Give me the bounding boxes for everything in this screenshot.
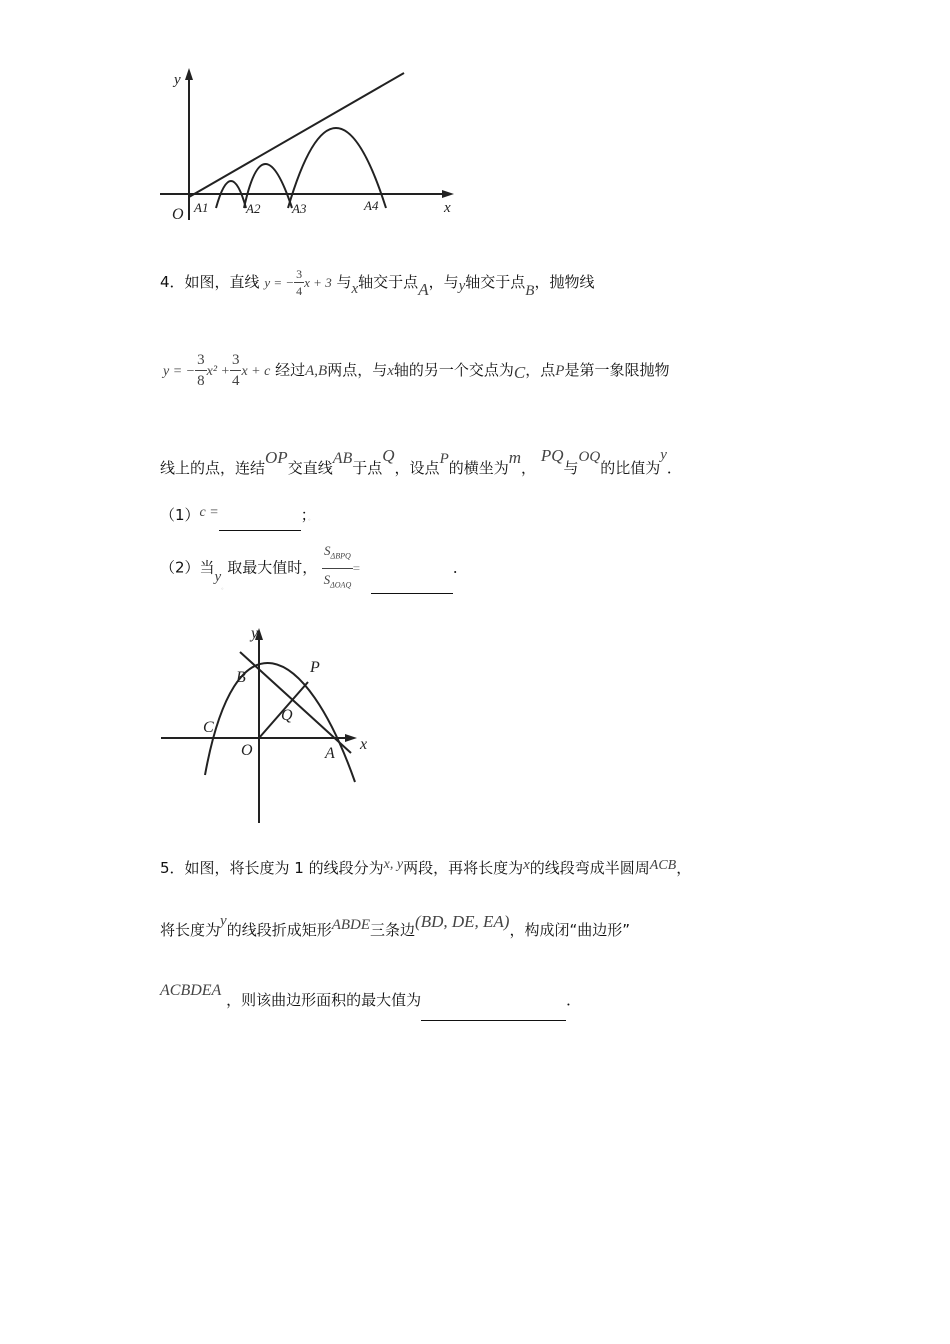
rect-abde: ABDE (331, 917, 371, 933)
parabola-rhs: x + c (241, 364, 271, 379)
q4-number: 4．如图，直线 (160, 273, 260, 291)
text: 是第一象限抛物 (564, 361, 670, 379)
segment-op: OP (265, 448, 288, 467)
text: ，点 (525, 361, 556, 379)
fig2-label-c: C (203, 719, 214, 736)
text: 取最大值时， (227, 558, 318, 577)
text: 的线段弯成半圆周 (529, 859, 650, 877)
fig1-x-label: x (444, 200, 451, 216)
figure-2 (155, 620, 395, 835)
line-eq-lhs: y = − (264, 275, 295, 290)
points-ab: A,B (305, 363, 328, 379)
fig2-label-q: Q (281, 707, 293, 724)
fig1-point-a1: A1 (194, 200, 209, 215)
shape-acbdea: ACBDEA (160, 982, 222, 999)
line-eq-den: 4 (296, 284, 303, 298)
q5-line-1 (160, 852, 691, 884)
q4-line-2 (163, 345, 669, 395)
text: ． (666, 459, 682, 477)
text: 将长度为 (160, 921, 221, 939)
fig2-label-o: O (241, 742, 253, 759)
text: 轴的另一个交点为 (393, 361, 514, 379)
expr-c: c = (199, 505, 219, 520)
var-y: y (214, 568, 222, 585)
sides: (BD, DE, EA) (415, 912, 510, 931)
fig1-y-label: y (174, 72, 181, 88)
point-p: P (555, 363, 565, 379)
parabola-den-1: 8 (197, 373, 205, 389)
equals: = (352, 560, 361, 576)
fig1-origin: O (172, 206, 184, 223)
var-y: y (458, 278, 466, 294)
parabola-lhs: y = − (163, 364, 196, 379)
text: 的横坐为 (448, 459, 509, 477)
text: ， (676, 859, 692, 877)
text: 与 (563, 459, 579, 477)
text: ，则该曲边形面积的最大值为 (226, 991, 422, 1009)
fig2-y-label: y (251, 625, 259, 642)
point-b: B (525, 283, 535, 299)
text: 三条边 (370, 921, 416, 939)
fig1-point-a2: A2 (246, 201, 261, 216)
fig1-point-a3: A3 (292, 201, 307, 216)
frac-num: S (324, 543, 331, 558)
q4-line-3 (160, 448, 682, 488)
parabola-mid: x² + (206, 364, 230, 379)
q5-line-2 (160, 910, 630, 950)
text: ． (452, 558, 468, 577)
figure-1 (150, 60, 470, 230)
arc-acb: ACB (649, 858, 677, 873)
frac-den-sub: ΔOAQ (330, 580, 352, 590)
var-m: m (508, 448, 522, 467)
text: 经过 (275, 361, 306, 379)
q4-line-1 (160, 262, 594, 302)
text: 5．如图，将长度为 1 的线段分为 (160, 859, 384, 877)
vars-xy: x, y (383, 857, 404, 872)
point-p: P (439, 451, 449, 467)
answer-blank-1[interactable] (219, 500, 301, 531)
fig2-label-p: P (310, 659, 320, 676)
text: 于点 (352, 459, 383, 477)
fig2-label-b: B (236, 669, 246, 686)
text: ． (566, 991, 582, 1009)
text: ，构成闭“曲边形” (509, 921, 631, 939)
fig1-point-a4: A4 (364, 198, 379, 213)
point-a: A (418, 280, 429, 299)
fig2-label-a: A (325, 745, 335, 762)
point-q: Q (382, 446, 395, 465)
frac-den: S (323, 571, 331, 587)
text: 线上的点，连结 (160, 459, 266, 477)
text: ； (300, 506, 309, 524)
text: 轴交于点 (465, 273, 526, 291)
text: ，抛物线 (534, 273, 595, 291)
var-x: x (387, 363, 394, 379)
fig2-x-label: x (360, 736, 368, 753)
segment-pq: PQ (540, 446, 564, 465)
text: 轴交于点 (358, 273, 419, 291)
answer-blank-3[interactable] (421, 980, 566, 1021)
line-ab: AB (332, 450, 353, 467)
line-eq-num: 3 (296, 267, 303, 281)
q4-sub-2: （2）当$y_。$取最大值时， $\frac{S_{\Delta BPQ}}{S_{\Delta OAQ}}$ = ． (160, 540, 468, 590)
text: 两段，再将长度为 (403, 859, 524, 877)
sub-label: （2）当 (160, 558, 215, 577)
segment-oq: OQ (578, 449, 601, 465)
q4-sub-1: （1）c = ；。 (160, 500, 314, 530)
point-c: C (513, 363, 526, 382)
var-x: x (351, 281, 359, 297)
frac-num-sub: ΔBPQ (330, 551, 351, 561)
var-y: y (660, 447, 667, 463)
answer-blank-2[interactable] (371, 543, 453, 594)
parabola-num-2: 3 (230, 350, 242, 371)
var-y: y (220, 913, 227, 929)
text: ，设点 (394, 459, 440, 477)
text: ， (521, 459, 537, 477)
text: 与 (336, 273, 352, 291)
parabola-den-2: 4 (231, 373, 240, 389)
q5-line-3 (160, 980, 581, 1020)
text: 的线段折成矩形 (226, 921, 332, 939)
sub-label: （1） (160, 506, 200, 524)
parabola-num-1: 3 (195, 350, 207, 371)
text: ，与 (428, 273, 459, 291)
text: 的比值为 (600, 459, 661, 477)
var-x: x (523, 857, 530, 873)
text: 交直线 (287, 459, 333, 477)
line-eq-rhs: x + 3 (304, 275, 332, 290)
text: 两点，与 (327, 361, 388, 379)
